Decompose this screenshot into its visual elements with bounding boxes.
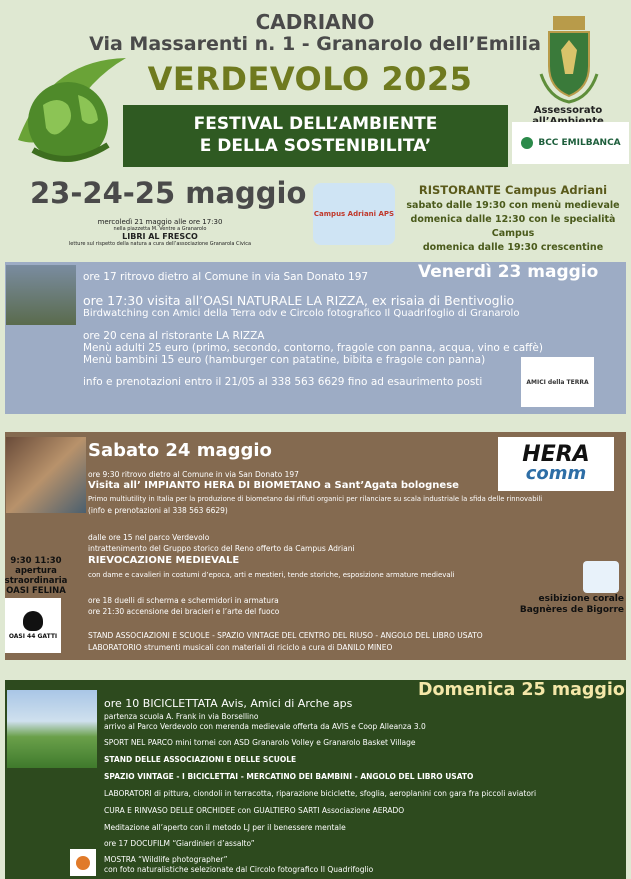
festival-line-1: FESTIVAL DELL’AMBIENTE — [193, 114, 438, 134]
wednesday-line-3: LIBRI AL FRESCO — [122, 232, 198, 241]
campus-adriani-logo: Campus Adriani APS — [313, 183, 395, 245]
cat-icon — [23, 611, 43, 631]
saturday-line: dalle ore 15 nel parco Verdevolo — [88, 533, 210, 542]
sunday-line: SPAZIO VINTAGE - I BICICLETTAI - MERCATINO DEI BAMBINI - ANGOLO DEL LIBRO USATO — [104, 772, 474, 781]
saturday-title: Sabato 24 maggio — [88, 440, 272, 461]
globe-leaf-icon — [8, 50, 128, 168]
saturday-line: ore 9:30 ritrovo dietro al Comune in via San Donato 197 — [88, 470, 299, 479]
sunday-line: SPORT NEL PARCO mini tornei con ASD Granarolo Volley e Granarolo Basket Village — [104, 738, 416, 747]
wednesday-line-2: nella piazzetta M. Ventre a Granarolo — [113, 226, 207, 232]
saturday-line: intrattenimento del Gruppo storico del Reno offerto da Campus Adriani — [88, 544, 355, 553]
saturday-line: LABORATORIO strumenti musicali con materiali di riciclo a cura di DANILO MINEO — [88, 643, 393, 652]
saturday-line: ore 21:30 accensione dei bracieri e l’arte del fuoco — [88, 607, 280, 616]
assessorato-label: Assessorato — [533, 105, 603, 116]
sun-icon — [76, 856, 90, 870]
sunday-line: arrivo al Parco Verdevolo con merenda medievale offerta da AVIS e Coop Alleanza 3.0 — [104, 722, 426, 731]
storks-photo — [6, 265, 76, 325]
saturday-line: RIEVOCAZIONE MEDIEVALE — [88, 555, 240, 566]
wednesday-event — [40, 218, 280, 247]
bank-logo — [512, 122, 629, 164]
sunday-line: con foto naturalistiche selezionate dal Circolo fotografico Il Quadrifoglio — [104, 865, 374, 874]
choir-line: Bagnères de Bigorre — [519, 605, 624, 615]
hera-logo-top: HERA — [522, 442, 590, 467]
sunday-title: Domenica 25 maggio — [418, 680, 625, 700]
festival-banner — [123, 105, 508, 167]
municipal-crest-icon — [537, 14, 601, 104]
restaurant-title: RISTORANTE Campus Adriani — [418, 183, 608, 197]
friday-line: info e prenotazioni entro il 21/05 al 338 563 6629 fino ad esaurimento posti — [83, 376, 483, 388]
festival-line-2: E DELLA SOSTENIBILITA’ — [199, 136, 432, 156]
wednesday-line-4: letture sul rispetto della natura a cura dell’associazione Granarola Civica — [68, 241, 252, 247]
friday-line: Birdwatching con Amici della Terra odv e Circolo fotografico Il Quadrifoglio di Granarolo — [83, 308, 520, 319]
choir-line: esibizione corale — [538, 594, 624, 604]
event-address: Via Massarenti n. 1 - Granarolo dell’Emilia — [89, 33, 541, 55]
saturday-line: ore 18 duelli di scherma e schermidori in armatura — [88, 596, 279, 605]
photo-club-logo — [70, 849, 96, 876]
sunday-line: CURA E RINVASO DELLE ORCHIDEE con GUALTIERO SARTI Associazione AERADO — [104, 806, 405, 815]
restaurant-line: domenica dalle 19:30 crescentine — [422, 242, 604, 253]
oasi-felina-line: straordinaria — [4, 576, 68, 586]
sunday-line: ore 10 BICICLETTATA Avis, Amici di Arche aps — [104, 697, 353, 710]
restaurant-info — [402, 183, 624, 255]
bagneres-logo — [583, 561, 619, 593]
friday-line: ore 17 ritrovo dietro al Comune in via San Donato 197 — [83, 271, 369, 283]
saturday-line: Primo multiutility in Italia per la produzione di biometano dai rifiuti organici per rilanciare su scala industriale la sfida delle rinnovabili — [88, 495, 543, 503]
restaurant-line: sabato dalle 19:30 con menù medievale — [406, 200, 620, 211]
oasi-felina-notice — [4, 556, 68, 596]
sunday-line: partenza scuola A. Frank in via Borsellino — [104, 712, 259, 721]
oasi-gatti-logo — [5, 598, 61, 653]
sunday-line: Meditazione all’aperto con il metodo LJ per il benessere mentale — [104, 823, 346, 832]
hera-logo-bottom: comm — [525, 463, 587, 484]
oasi-felina-line: 9:30 11:30 — [10, 556, 62, 566]
friday-title: Venerdì 23 maggio — [418, 262, 599, 282]
saturday-line: STAND ASSOCIAZIONI E SCUOLE - SPAZIO VINTAGE DEL CENTRO DEL RIUSO - ANGOLO DEL LIBRO USATO — [88, 631, 483, 640]
oasi-felina-line: OASI FELINA — [6, 586, 66, 596]
saturday-line: Visita all’ IMPIANTO HERA DI BIOMETANO a Sant’Agata bolognese — [88, 480, 459, 491]
sunday-line: STAND DELLE ASSOCIAZIONI E DELLE SCUOLE — [104, 755, 297, 764]
oasi-felina-line: apertura — [15, 566, 57, 576]
friday-line: Menù bambini 15 euro (hamburger con patatine, bibita e fragole con panna) — [83, 354, 486, 366]
amici-della-terra-logo: AMICI della TERRA — [521, 357, 594, 407]
friday-line: ore 20 cena al ristorante LA RIZZA — [83, 330, 265, 342]
sunday-line: ore 17 DOCUFILM “Giardinieri d’assalto” — [104, 839, 255, 848]
town-name: CADRIANO — [255, 10, 375, 34]
choir-notice — [510, 594, 626, 616]
wednesday-line-1: mercoledì 21 maggio alle ore 17:30 — [97, 218, 223, 226]
restaurant-line: domenica dalle 12:30 con le specialità Campus — [410, 214, 616, 239]
page-title: VERDEVOLO 2025 — [147, 60, 473, 98]
saturday-line: con dame e cavalieri in costumi d’epoca, arti e mestieri, tende storiche, esposizione armature medievali — [88, 571, 455, 579]
hera-comm-logo — [498, 437, 614, 491]
friday-line: ore 17:30 visita all’OASI NATURALE LA RIZZA, ex risaia di Bentivoglio — [83, 293, 515, 308]
sunday-line: LABORATORI di pittura, ciondoli in terracotta, riparazione biciclette, sfoglia, aeroplanini con gara fra piccoli aviatori — [104, 789, 537, 798]
event-dates: 23-24-25 maggio — [30, 176, 307, 210]
bank-leaf-icon — [520, 136, 534, 150]
cat-logo-label: OASI 44 GATTI — [8, 633, 58, 640]
friday-line: Menù adulti 25 euro (primo, secondo, contorno, fragole con panna, acqua, vino e caffè) — [83, 342, 543, 354]
saturday-line: (info e prenotazioni al 338 563 6629) — [88, 506, 228, 515]
park-photo — [7, 690, 97, 768]
bank-name: BCC EMILBANCA — [538, 138, 621, 148]
sunday-line: MOSTRA “Wildlife photographer” — [104, 855, 228, 864]
medieval-photo — [6, 437, 86, 513]
